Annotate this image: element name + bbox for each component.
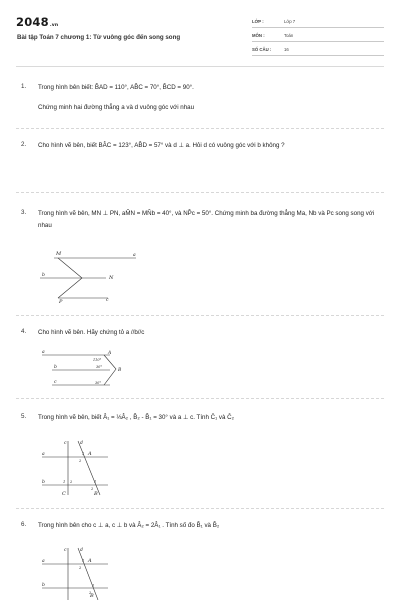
document-header [0, 0, 400, 64]
logo-main: 2048 [16, 15, 49, 29]
class-value: Lớp 7 [284, 19, 296, 24]
angle-label-3: 30° [95, 381, 102, 385]
question-4-figure [38, 347, 128, 389]
question-5-text: Trong hình vẽ bên, biết Â₁ = ⅓Â₂ , B̂₂ - B̂₁ = 30° và a ⊥ c. Tính Ĉ₁ và Ĉ₂ [38, 414, 235, 421]
line-a-label: a [133, 253, 136, 258]
question-1-text [38, 82, 194, 113]
question-count-underline [252, 55, 384, 56]
point-m-label: M [56, 251, 62, 257]
question-6-number: 6. [21, 521, 27, 528]
subject-label: MÔN : [252, 33, 265, 38]
question-count-label: SỐ CÂU : [252, 47, 272, 52]
line-c-label: c [106, 298, 109, 303]
class-label: LỚP : [252, 19, 264, 24]
line-a-label: a [42, 559, 45, 564]
question-3-text: Trong hình vẽ bên, MN ⊥ PN, aM̂N = MN̂b = 40°, và NP̂c = 50°. Chứng minh ba đường thẳng Ma, Nb và Pc song song với nhau [38, 210, 375, 229]
angle-label-1: 110° [93, 358, 102, 362]
line-b-label: b [42, 480, 45, 485]
line-a-label: a [42, 452, 45, 457]
question-divider [16, 398, 384, 399]
line-c-label: c [54, 380, 57, 385]
line-d [78, 441, 100, 495]
angle-b2-label: 2 [89, 591, 92, 595]
question-5-number: 5. [21, 413, 27, 420]
point-b-label: B [118, 368, 122, 373]
angle-b1-label: 1 [94, 480, 97, 484]
question-6-text: Trong hình bên cho c ⊥ a, c ⊥ b và Â₂ = 2Â₁ . Tính số đo B̂₁ và B̂₂ [38, 522, 220, 529]
angle-a1-label: 1 [82, 452, 85, 456]
question-divider [16, 128, 384, 129]
document-title: Bài tập Toán 7 chương 1: Từ vuông góc đến song song [17, 34, 181, 41]
angle-c1-label: 1 [63, 480, 66, 484]
logo-suffix: .vn [49, 23, 59, 28]
angle-a1-label: 1 [82, 559, 85, 563]
angle-a2-label: 2 [79, 566, 82, 570]
line-b-label: b [42, 273, 45, 278]
line-d-label: d [80, 441, 83, 446]
segment-mn [58, 258, 82, 278]
angle-b1-label: 1 [92, 584, 95, 588]
point-n-label: N [109, 275, 114, 281]
question-1-line-2: Chứng minh hai đường thẳng a và d vuông góc với nhau [38, 103, 195, 111]
site-logo[interactable] [16, 15, 58, 29]
line-c-label: c [64, 441, 67, 446]
point-a-label: A [88, 451, 92, 457]
angle-b2-label: 2 [91, 487, 94, 491]
segment-np [58, 278, 82, 298]
question-divider [16, 508, 384, 509]
question-divider [16, 315, 384, 316]
header-divider [16, 66, 384, 67]
question-3-number: 3. [21, 209, 27, 216]
line-d-label: d [80, 548, 83, 553]
line-b-label: b [42, 583, 45, 588]
subject-underline [252, 41, 384, 42]
question-5-figure [38, 435, 113, 497]
question-6-figure [38, 543, 113, 600]
subject-value: Toán [284, 33, 294, 38]
line-d [78, 548, 98, 600]
question-1-number: 1. [21, 83, 27, 90]
line-a-label: a [42, 350, 45, 355]
class-underline [252, 27, 384, 28]
point-b-label: B [90, 593, 94, 599]
line-c-label: c [64, 548, 67, 553]
point-a-label: A [88, 558, 92, 564]
question-4-text: Cho hình vẽ bên. Hãy chứng tỏ a //b//c [38, 329, 145, 336]
question-3-figure [36, 245, 136, 305]
point-c-label: C [62, 491, 66, 497]
point-b-label: B [94, 491, 98, 497]
question-count-value: 16 [284, 47, 289, 52]
question-2-text: Cho hình vẽ bên, biết BÂC = 123°, AB̂D = 57° và d ⊥ a. Hỏi d có vuông góc với b không ? [38, 142, 285, 149]
point-p-label: P [59, 299, 63, 305]
point-a-label: A [108, 351, 112, 356]
angle-a2-label: 2 [79, 459, 82, 463]
angle-label-2: 30° [96, 365, 103, 369]
question-4-number: 4. [21, 328, 27, 335]
question-2-number: 2. [21, 141, 27, 148]
question-1-line-1: Trong hình bên biết: B̂AD = 110°, AB̂C = 70°, B̂CD = 90°. [38, 84, 194, 91]
angle-c2-label: 2 [70, 480, 73, 484]
question-divider [16, 192, 384, 193]
line-b-label: b [54, 365, 57, 370]
